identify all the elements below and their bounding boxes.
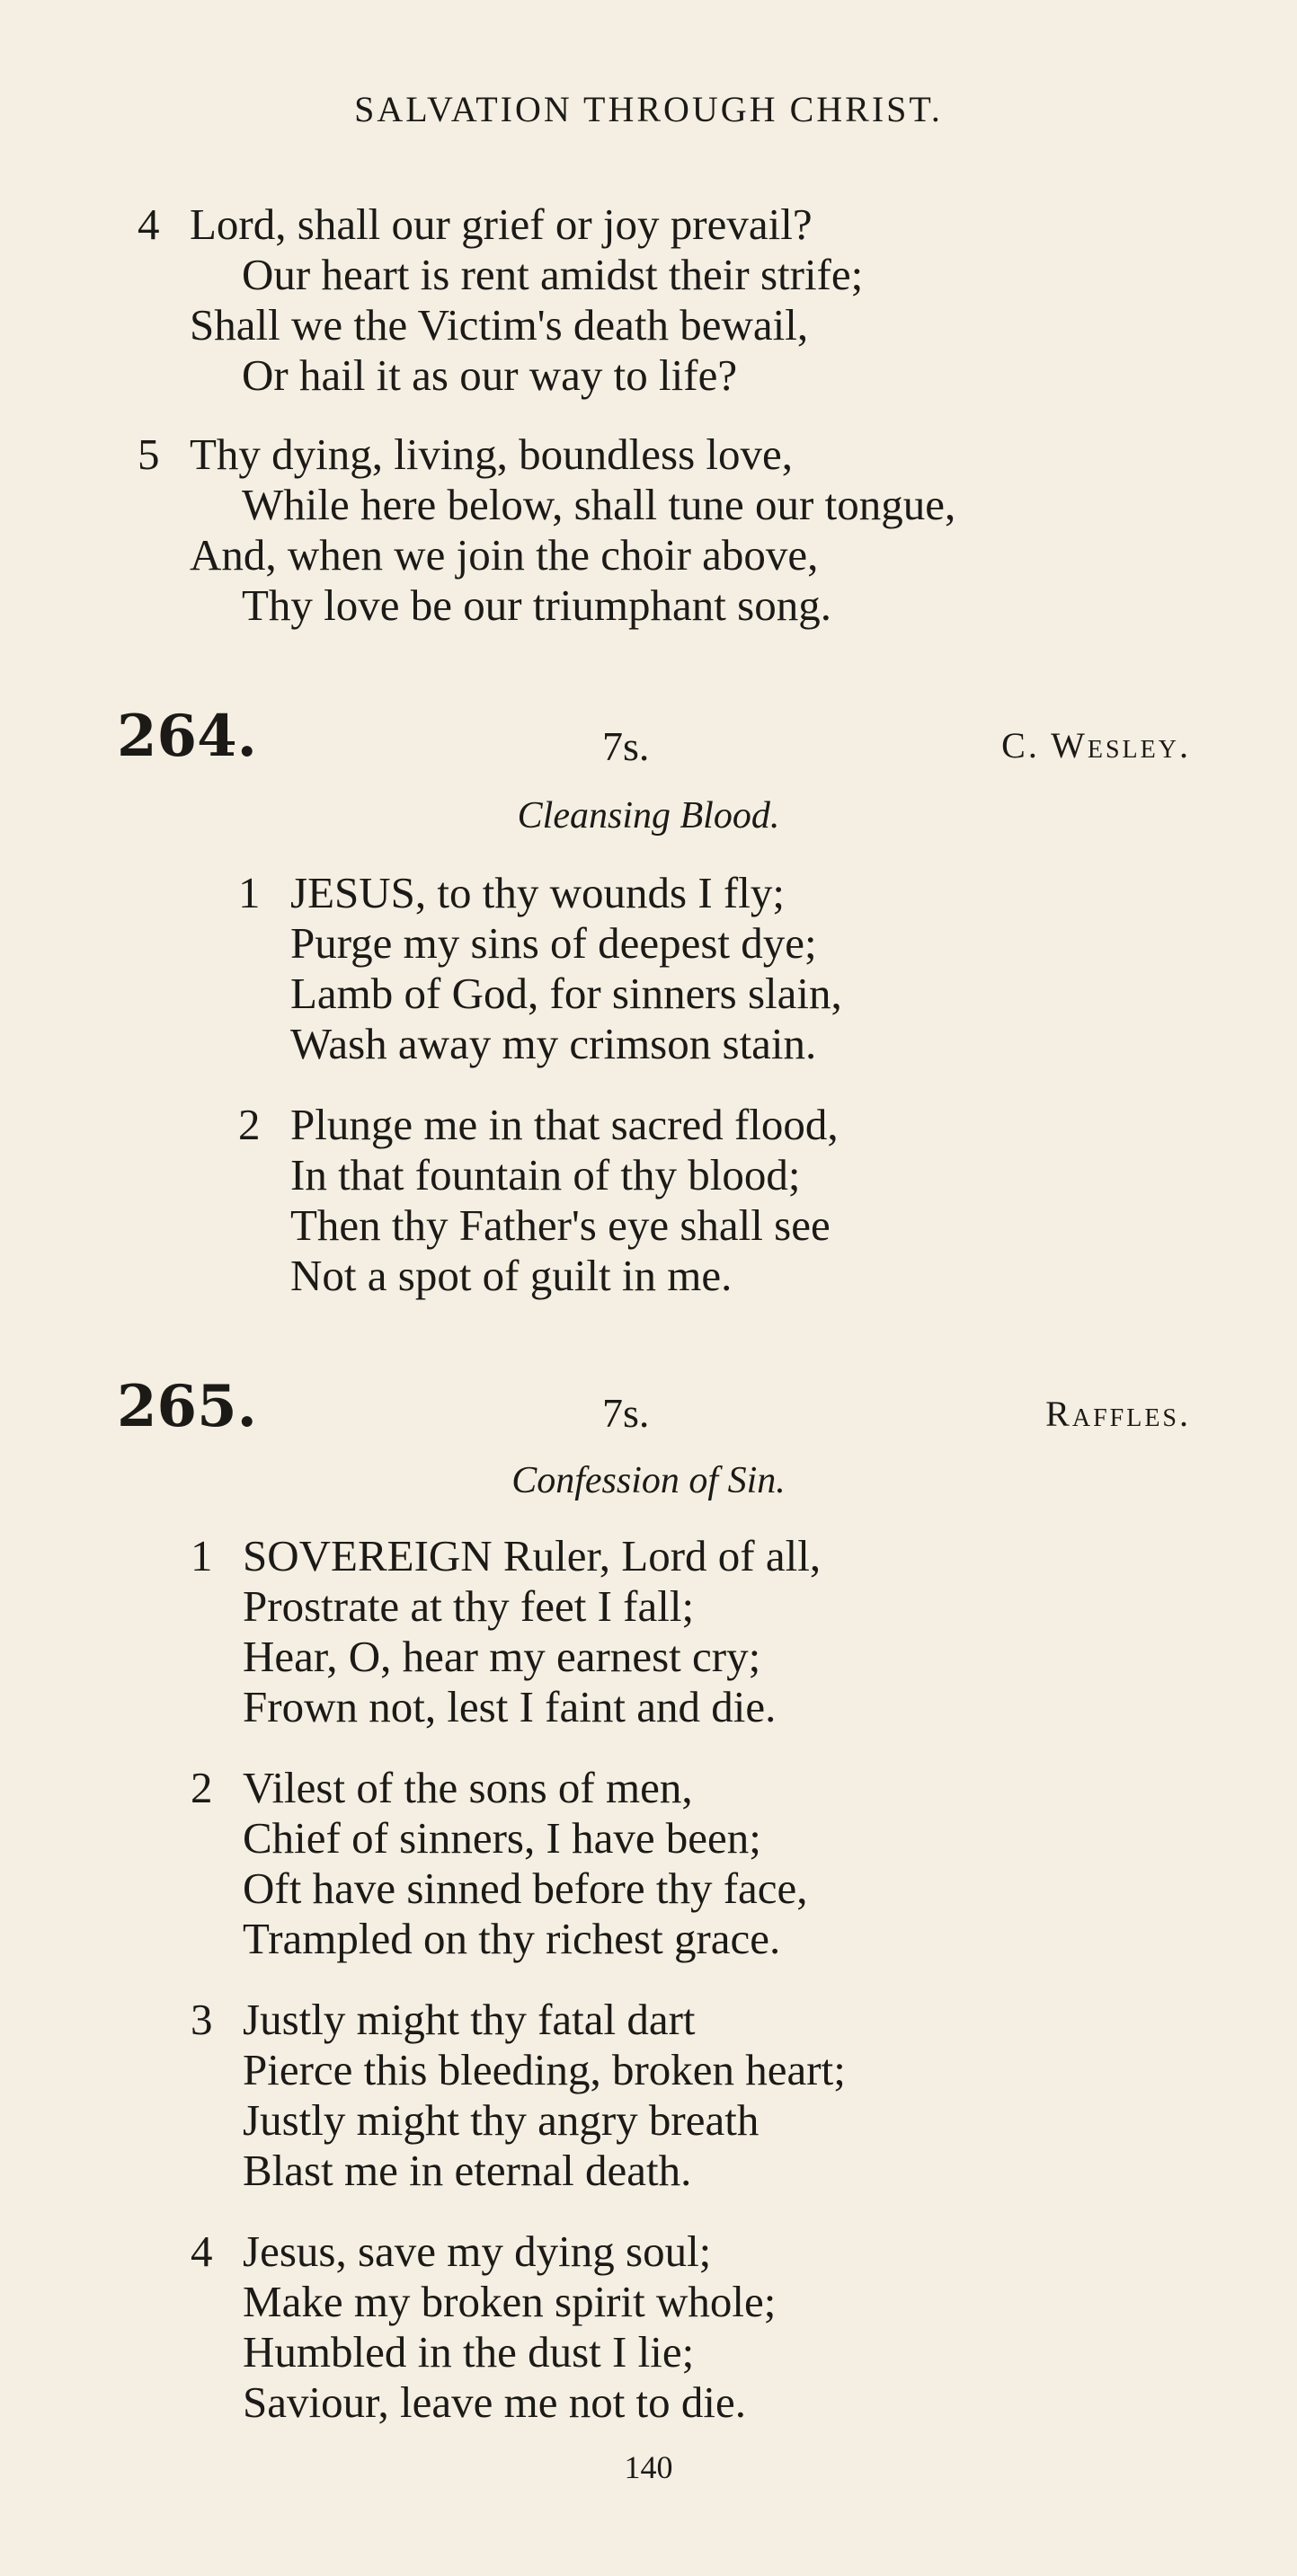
running-head: SALVATION THROUGH CHRIST. — [354, 89, 943, 129]
verse-line: Lamb of God, for sinners slain, — [290, 969, 842, 1018]
verse-line: Plunge me in that sacred flood, — [290, 1100, 839, 1149]
hymn-number: 264. — [117, 703, 257, 770]
verse-line: Justly might thy fatal dart — [243, 1995, 696, 2044]
verse-line: Then thy Father's eye shall see — [290, 1200, 831, 1250]
verse-line: Justly might thy angry breath — [243, 2095, 760, 2145]
stanza — [238, 868, 842, 1069]
verse-line: Frown not, lest I faint and die. — [243, 1682, 777, 1731]
stanza — [191, 1995, 846, 2196]
stanza — [191, 1531, 822, 1732]
verse-line: SOVEREIGN Ruler, Lord of all, — [243, 1531, 822, 1580]
page-number: 140 — [624, 2449, 673, 2485]
verse-line: Blast me in eternal death. — [243, 2146, 692, 2195]
stanza-number: 5 — [138, 429, 160, 479]
verse-line: In that fountain of thy blood; — [290, 1150, 801, 1199]
stanza-number: 2 — [238, 1100, 261, 1149]
verse-line: Chief of sinners, I have been; — [243, 1813, 761, 1863]
stanza — [138, 429, 956, 631]
verse-line: Purge my sins of deepest dye; — [290, 918, 817, 968]
stanza — [191, 2226, 777, 2428]
verse-line: Our heart is rent amidst their strife; — [242, 250, 864, 299]
verse-line: Wash away my crimson stain. — [290, 1019, 817, 1068]
stanza — [138, 199, 864, 401]
hymn-title: Cleansing Blood. — [517, 795, 780, 837]
stanza-number: 2 — [191, 1763, 213, 1812]
hymn-author: C. Wesley. — [1001, 725, 1191, 766]
hymn-title: Confession of Sin. — [511, 1460, 786, 1501]
verse-line: While here below, shall tune our tongue, — [242, 480, 956, 529]
stanza-number: 1 — [238, 868, 261, 917]
verse-line: Saviour, leave me not to die. — [243, 2377, 747, 2427]
verse-line: Prostrate at thy feet I fall; — [243, 1581, 695, 1631]
stanza — [191, 1763, 808, 1964]
verse-line: Thy love be our triumphant song. — [242, 580, 831, 630]
hymn-author: Raffles. — [1045, 1394, 1191, 1434]
stanza-number: 4 — [191, 2226, 213, 2276]
stanza-number: 4 — [138, 199, 160, 249]
verse-line: Vilest of the sons of men, — [243, 1763, 693, 1812]
stanza-number: 3 — [191, 1995, 213, 2044]
hymn-meter: 7s. — [602, 1390, 650, 1436]
verse-line: Pierce this bleeding, broken heart; — [243, 2045, 846, 2094]
verse-line: Hear, O, hear my earnest cry; — [243, 1632, 761, 1681]
hymn-meter: 7s. — [602, 723, 650, 769]
verse-line: Oft have sinned before thy face, — [243, 1863, 808, 1913]
stanza-number: 1 — [191, 1531, 213, 1580]
hymn-number: 265. — [117, 1373, 257, 1440]
verse-line: Not a spot of guilt in me. — [290, 1251, 733, 1300]
verse-line: Trampled on thy richest grace. — [243, 1914, 781, 1963]
verse-line: Or hail it as our way to life? — [242, 350, 738, 400]
verse-line: Thy dying, living, boundless love, — [190, 429, 793, 479]
verse-line: Humbled in the dust I lie; — [243, 2327, 695, 2377]
verse-line: Jesus, save my dying soul; — [243, 2226, 712, 2276]
verse-line: Make my broken spirit whole; — [243, 2277, 777, 2326]
verse-line: Lord, shall our grief or joy prevail? — [190, 199, 813, 249]
verse-line: JESUS, to thy wounds I fly; — [290, 868, 785, 917]
verse-line: And, when we join the choir above, — [190, 530, 819, 580]
verse-line: Shall we the Victim's death bewail, — [190, 300, 809, 350]
stanza — [238, 1100, 839, 1301]
